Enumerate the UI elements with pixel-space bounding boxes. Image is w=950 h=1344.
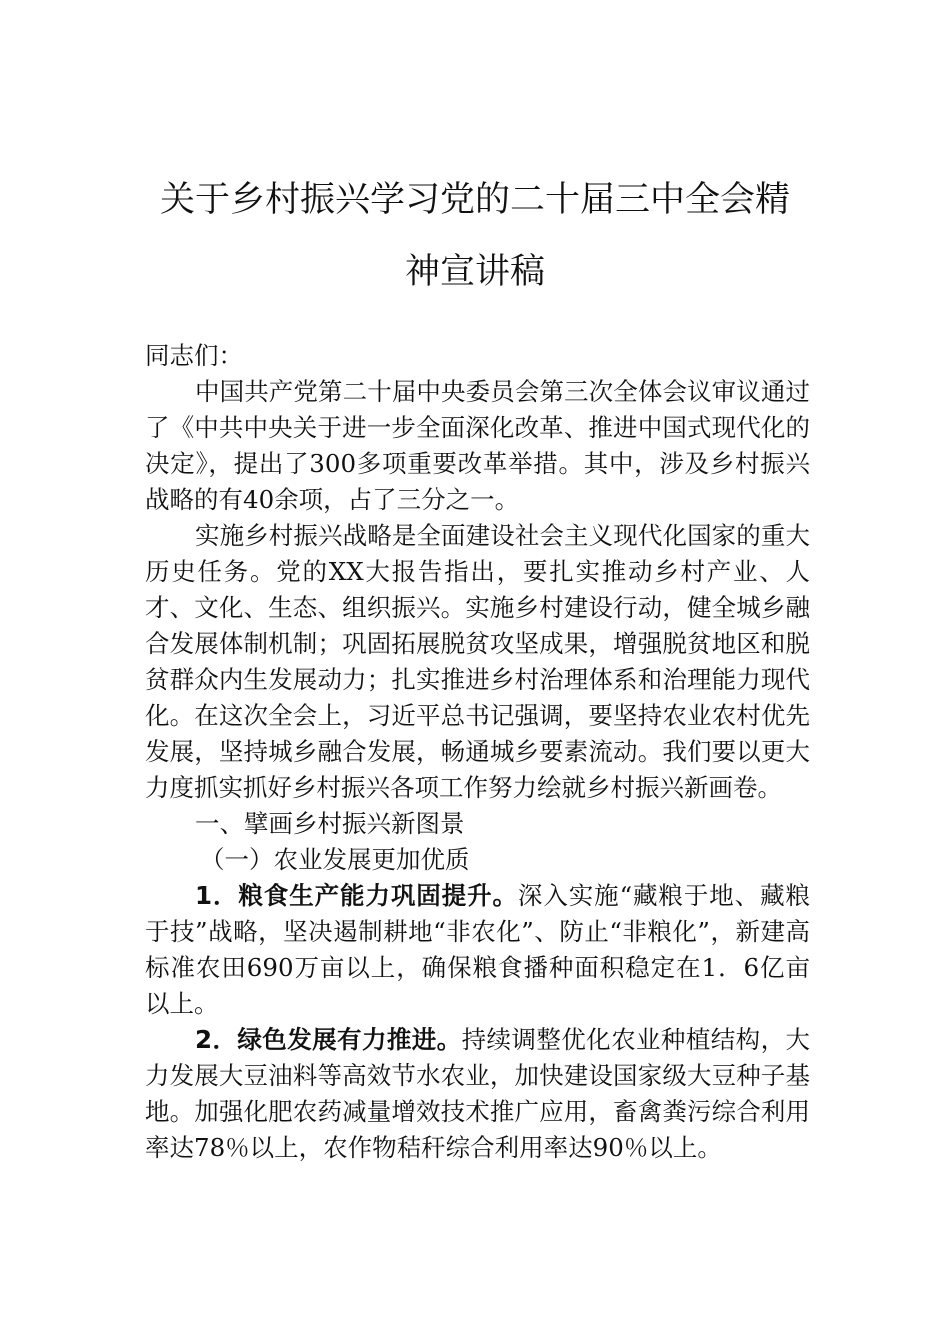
list-item-grain-production [145, 878, 810, 1022]
list-item-text: 持续调整优化农业种植结构，大力发展大豆油料等高效节水农业，加快建设国家级大豆种子基地。加强化肥农药减量增效技术推广应用，畜禽粪污综合利用率达78％以上，农作物秸秆综合利用率达90％以上。 [145, 1025, 810, 1162]
list-item-text: 深入实施“藏粮于地、藏粮于技”战略，坚决遏制耕地“非农化”、防止“非粮化”，新建高标准农田690万亩以上，确保粮食播种面积稳定在1．6亿亩以上。 [145, 881, 810, 1018]
document-title-line-1: 关于乡村振兴学习党的二十届三中全会精 [159, 180, 790, 220]
section-heading: 一、擘画乡村振兴新图景 [195, 809, 465, 838]
paragraph-intro: 中国共产党第二十届中央委员会第三次全体会议审议通过了《中共中央关于进一步全面深化改革、推进中国式现代化的决定》，提出了300多项重要改革举措。其中，涉及乡村振兴战略的有40余项，占了三分之一。 [145, 377, 810, 514]
salutation: 同志们： [145, 341, 243, 370]
list-item-green-development [145, 1022, 810, 1166]
list-item-lead: 2．绿色发展有力推进。 [195, 1025, 462, 1054]
list-item-lead: 1．粮食生产能力巩固提升。 [195, 881, 518, 910]
document-title-line-2: 神宣讲稿 [404, 252, 545, 292]
document-body [145, 338, 810, 1166]
paragraph-strategy: 实施乡村振兴战略是全面建设社会主义现代化国家的重大历史任务。党的XX大报告指出，要扎实推动乡村产业、人才、文化、生态、组织振兴。实施乡村建设行动，健全城乡融合发展体制机制；巩固拓展脱贫攻坚成果，增强脱贫地区和脱贫群众内生发展动力；扎实推进乡村治理体系和治理能力现代化。在这次全会上，习近平总书记强调，要坚持农业农村优先发展，坚持城乡融合发展，畅通城乡要素流动。我们要以更大力度抓实抓好乡村振兴各项工作努力绘就乡村振兴新画卷。 [145, 521, 810, 802]
subsection-heading: （一）农业发展更加优质 [200, 845, 470, 874]
